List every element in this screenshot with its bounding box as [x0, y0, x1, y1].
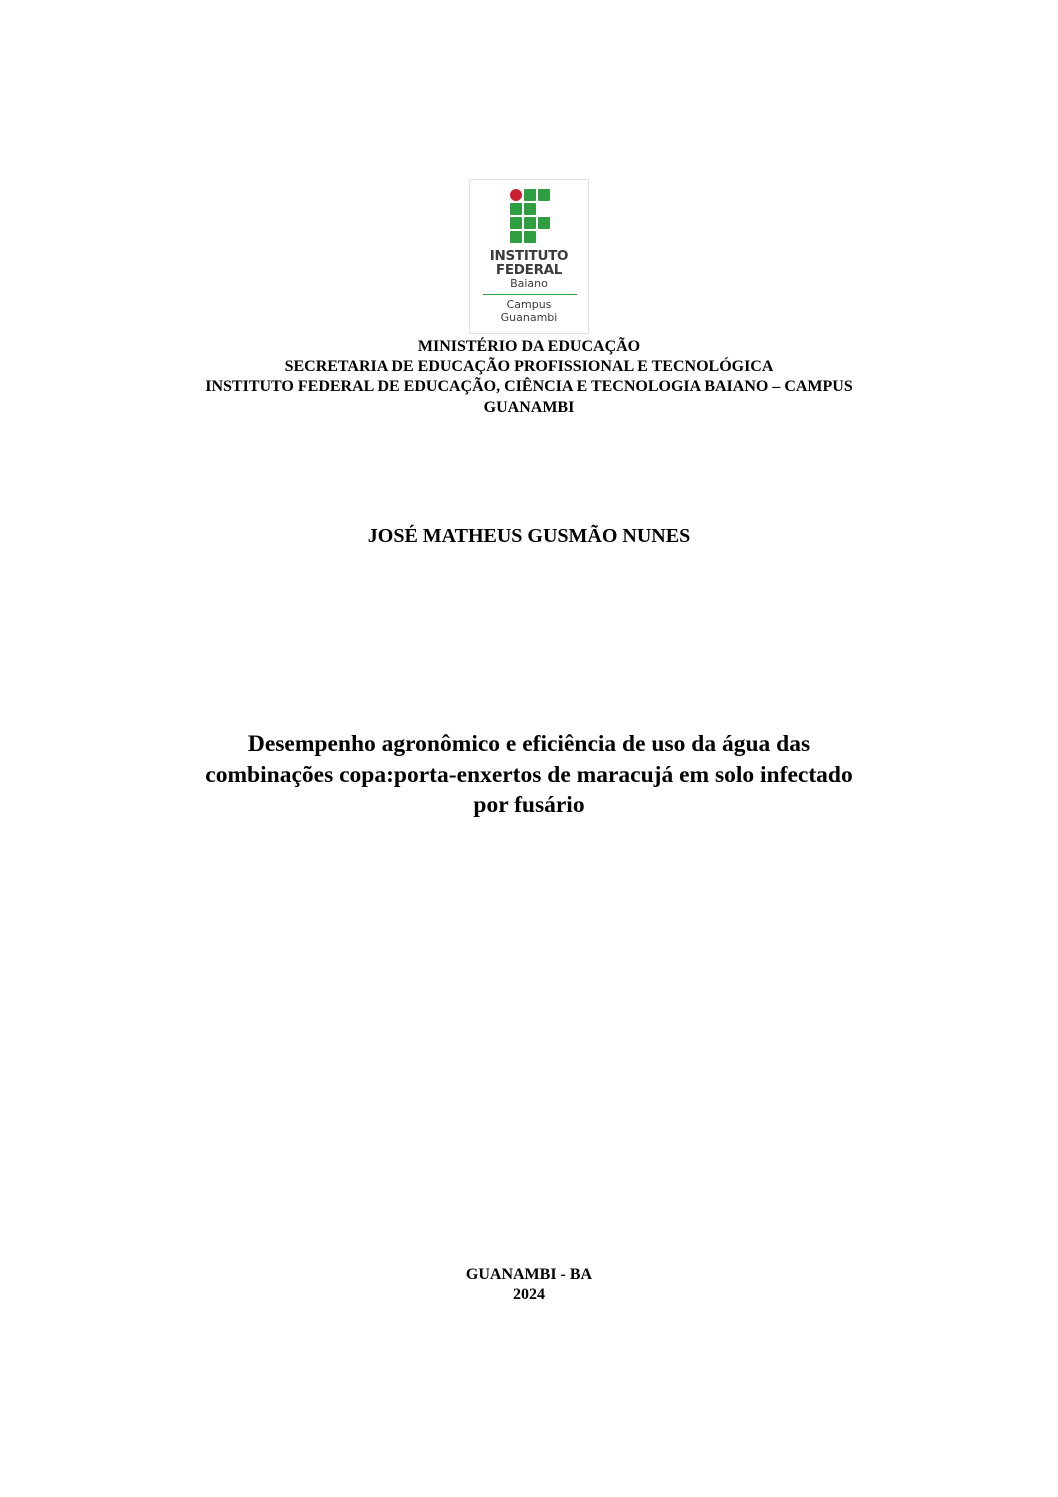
- footer-place: GUANAMBI - BA: [465, 1266, 593, 1283]
- institution-logo: [469, 179, 589, 334]
- logo-text-baiano: Baiano: [510, 277, 548, 290]
- logo-square: [524, 217, 536, 229]
- logo-square: [538, 217, 550, 229]
- institute-heading-line2: GUANAMBI: [483, 399, 575, 416]
- logo-square: [524, 189, 536, 201]
- secretariat-heading: SECRETARIA DE EDUCAÇÃO PROFISSIONAL E TECNOLÓGICA: [284, 358, 774, 375]
- logo-square: [510, 217, 522, 229]
- logo-square: [524, 203, 536, 215]
- logo-text-instituto: INSTITUTO: [489, 248, 569, 264]
- logo-text-campus: Campus: [506, 298, 552, 311]
- logo-square: [510, 231, 522, 243]
- thesis-title-line1: Desempenho agronômico e eficiência de uso da água das: [247, 731, 811, 757]
- author-name: JOSÉ MATHEUS GUSMÃO NUNES: [367, 525, 691, 547]
- footer-year: 2024: [513, 1286, 545, 1303]
- logo-square: [510, 203, 522, 215]
- logo-text-guanambi: Guanambi: [500, 311, 558, 324]
- logo-divider: [483, 294, 577, 295]
- logo-mark: [510, 189, 552, 245]
- thesis-title-line3: por fusário: [473, 792, 585, 818]
- logo-red-circle: [510, 189, 522, 201]
- thesis-title-line2: combinações copa:porta-enxertos de maracujá em solo infectado: [205, 762, 853, 788]
- ministry-heading: MINISTÉRIO DA EDUCAÇÃO: [417, 338, 641, 355]
- logo-text-federal: FEDERAL: [495, 262, 563, 278]
- logo-square: [538, 189, 550, 201]
- logo-square: [524, 231, 536, 243]
- institute-heading-line1: INSTITUTO FEDERAL DE EDUCAÇÃO, CIÊNCIA E TECNOLOGIA BAIANO – CAMPUS: [205, 378, 853, 395]
